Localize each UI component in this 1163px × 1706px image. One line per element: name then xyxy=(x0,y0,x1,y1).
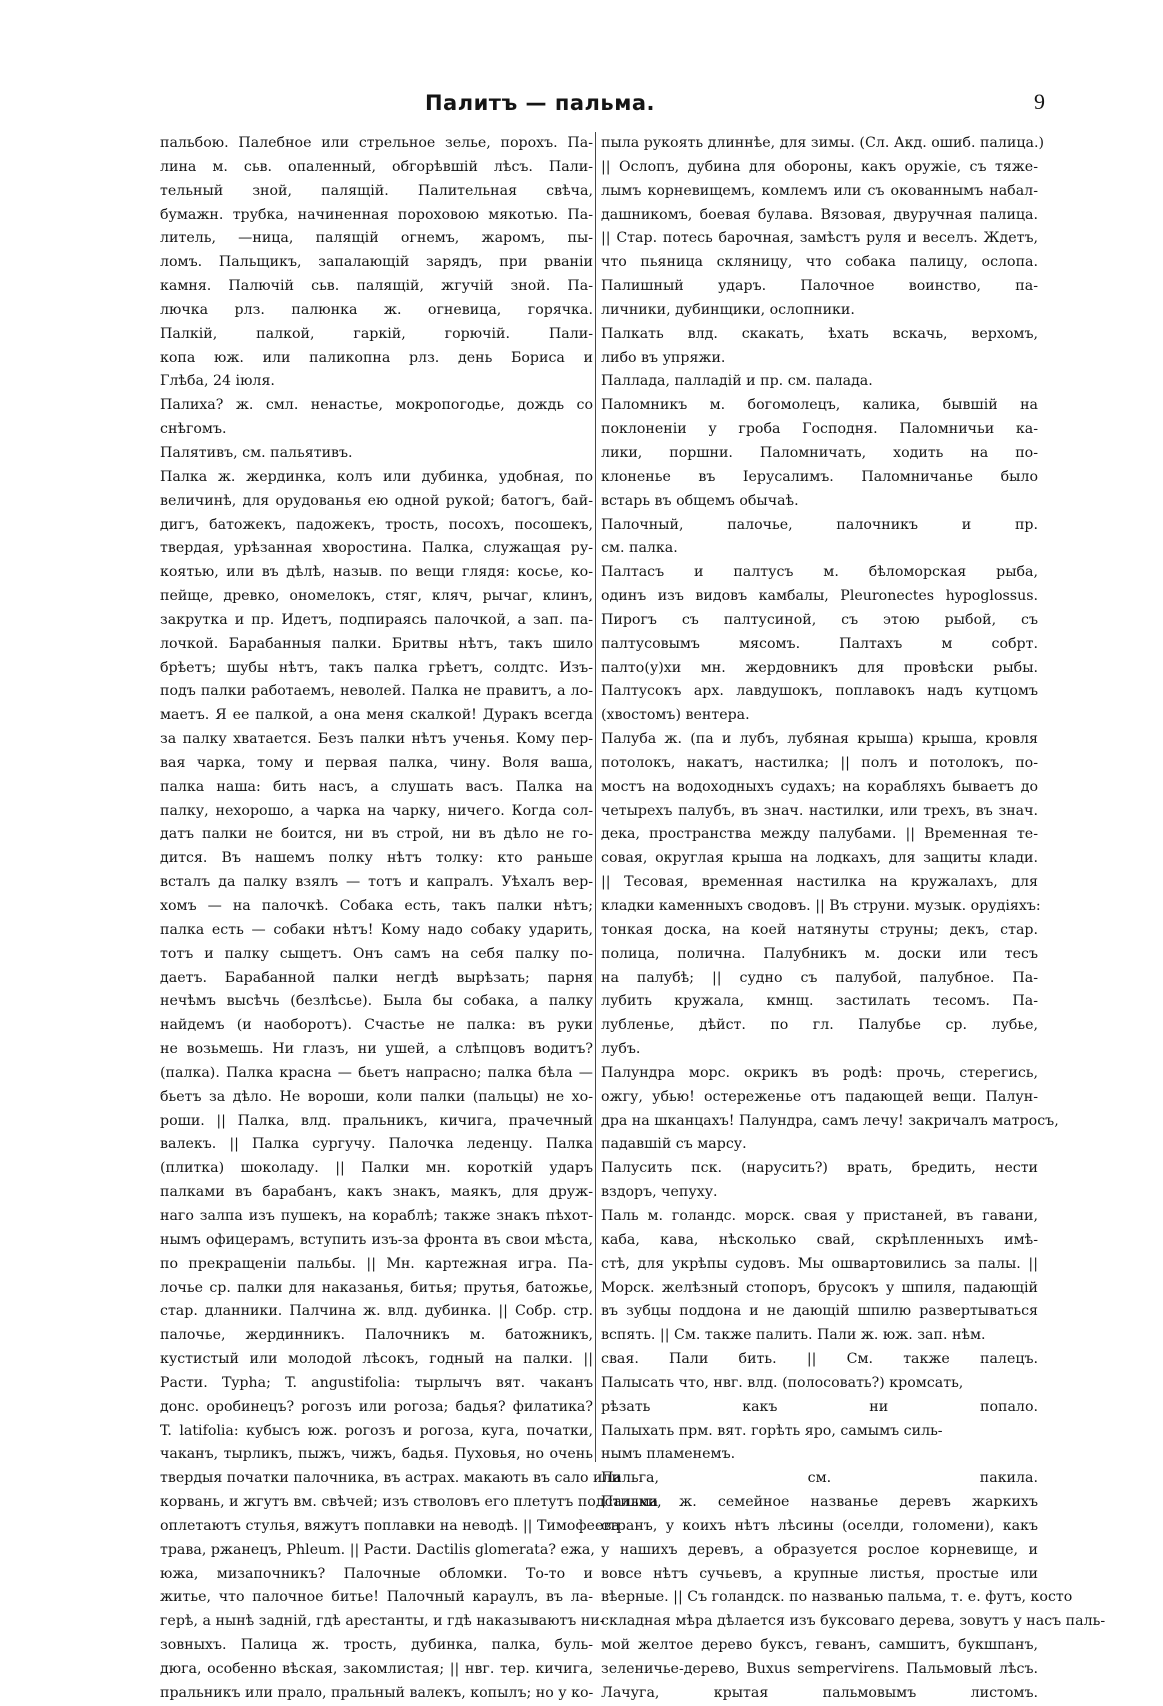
text-line: полица, полична. Палубникъ м. доски или тесъ xyxy=(601,945,1038,962)
text-line: вовсе нѣтъ сучьевъ, а крупные листья, простые или xyxy=(601,1565,1038,1582)
text-line: палто(у)хи мн. жердовникъ для провѣски рыбы. xyxy=(601,659,1038,676)
text-line: оплетаютъ стулья, вяжутъ поплавки на неводѣ. || Тимофеева xyxy=(160,1517,620,1534)
text-line: || Стар. потесь барочная, замѣстъ руля и веселъ. Ждетъ, xyxy=(601,230,1038,247)
text-line: литель, —ница, палящій огнемъ, жаромъ, пы- xyxy=(160,230,593,247)
text-line: Палятивъ, см. пальятивъ. xyxy=(160,444,353,461)
text-line: стѣ, для укрѣпы судовъ. Мы ошвартовились за палы. || xyxy=(601,1255,1038,1272)
text-line: || Ослопъ, дубина для обороны, какъ оружіе, съ тяже- xyxy=(601,158,1038,175)
text-line: Палуба ж. (па и лубъ, лубяная крыша) крыша, кровля xyxy=(601,731,1038,748)
text-line: палка наша: бить насъ, а слушать васъ. Палка на xyxy=(160,778,593,795)
text-line: лубъ. xyxy=(601,1041,641,1058)
text-line: житье, что палочное битье! Палочный караулъ, въ ла- xyxy=(160,1589,593,1606)
text-line: валекъ. || Палка сургучу. Палочка леденцу. Палка xyxy=(160,1136,593,1153)
text-line: мостъ на водоходныхъ судахъ; на корабляхъ бываетъ до xyxy=(601,778,1038,795)
text-line: личники, дубинщики, ослопники. xyxy=(601,301,855,318)
text-line: дра на шканцахъ! Палундра, самъ лечу! закричалъ матросъ, xyxy=(601,1112,1059,1129)
text-line: наго залпа изъ пушекъ, на кораблѣ; также знакъ пѣхот- xyxy=(160,1207,593,1224)
text-line: Палка ж. жердинка, колъ или дубинка, удобная, по xyxy=(160,468,593,485)
text-line: дигъ, батожекъ, падожекъ, трость, посохъ, посошекъ, xyxy=(160,516,593,533)
text-line: дека, пространства между палубами. || Временная те- xyxy=(601,826,1038,843)
text-line: камня. Палючій сьв. палящій, жгучій зной. Па- xyxy=(160,278,593,295)
text-line: падавшій съ марсу. xyxy=(601,1136,747,1153)
text-line: герѣ, а нынѣ задній, гдѣ арестанты, и гдѣ наказываютъ ни- xyxy=(160,1613,605,1630)
text-line: одинъ изъ видовъ камбалы, Pleuronectes hypoglossus. xyxy=(601,588,1038,605)
page-header xyxy=(160,91,1060,121)
text-line: складная мѣра дѣлается изъ буксоваго дерева, зовутъ у насъ паль- xyxy=(601,1613,1106,1630)
text-line: рѣзать какъ ни попало. xyxy=(601,1398,1038,1415)
text-line: Палысать что, нвг. влд. (полосовать?) кромсать, xyxy=(601,1374,964,1391)
text-line: Палишный ударъ. Палочное воинство, па- xyxy=(601,278,1038,295)
text-line: донс. оробинецъ? рогозъ или рогоза; бадья? филатика? xyxy=(160,1398,593,1415)
text-line: на палубѣ; || судно съ палубой, палубное. Па- xyxy=(601,969,1038,986)
text-line: Морск. желѣзный стопоръ, брусокъ у шпиля, падающій xyxy=(601,1279,1038,1296)
text-line: дится. Въ нашемъ полку нѣтъ толку: кто раньше xyxy=(160,850,593,867)
text-line: ожгу, убью! остереженье отъ падающей вещи. Палун- xyxy=(601,1088,1038,1105)
text-line: тотъ и палку сыщетъ. Онъ самъ на себя палку по- xyxy=(160,945,593,962)
text-line: стар. дланники. Палчина ж. влд. дубинка. || Собр. стр. xyxy=(160,1303,593,1320)
text-line: || Тесовая, временная настилка на кружалахъ, для xyxy=(601,874,1038,891)
text-line: у нашихъ деревъ, а образуется рослое корневище, и xyxy=(601,1541,1038,1558)
text-line: вѣерные. || Съ голандск. по названью пальма, т. е. футъ, косто xyxy=(601,1589,1073,1606)
text-line: ломъ. Пальщикъ, запалающій зарядъ, при рваніи xyxy=(160,254,593,271)
text-line: лочкой. Барабанныя палки. Бритвы нѣтъ, такъ шило xyxy=(160,635,593,652)
text-line: вспять. || См. также палить. Пали ж. юж. зап. нѣм. xyxy=(601,1327,986,1344)
text-line: по прекращеніи пальбы. || Мн. картежная игра. Па- xyxy=(160,1255,593,1272)
text-line: Пальга, см. пакила. xyxy=(601,1470,1038,1487)
text-line: клоненье въ Іерусалимъ. Паломничанье было xyxy=(601,468,1038,485)
text-line: Паль м. голандс. морск. свая у пристаней, въ гавани, xyxy=(601,1207,1038,1224)
text-line: палочье, жердинникъ. Палочникъ м. батожникъ, xyxy=(160,1327,593,1344)
text-line: Расти. Typha; T. angustifolia: тырлычъ вят. чаканъ xyxy=(160,1374,593,1391)
text-line: странъ, у коихъ нѣтъ лѣсины (оселди, голомени), какъ xyxy=(601,1517,1038,1534)
text-line: Лачуга, крытая пальмовымъ листомъ. xyxy=(601,1684,1038,1701)
text-line: корвань, и жгутъ вм. свѣчей; изъ стволовъ его плетутъ подстилки, xyxy=(160,1494,662,1511)
text-line: датъ палки не боится, ни въ строй, ни въ дѣло не го- xyxy=(160,826,593,843)
text-line: величинѣ, для орудованья ею одной рукой; батогъ, бай- xyxy=(160,492,593,509)
text-line: бумажн. трубка, начиненная пороховою мякотью. Па- xyxy=(160,206,593,223)
text-line: встарь въ общемъ обычаѣ. xyxy=(601,492,799,509)
text-line: брѣетъ; шубы нѣтъ, такъ палка грѣетъ, солдтс. Изъ- xyxy=(160,659,593,676)
text-line: лючка рлз. палюнка ж. огневица, горячка. xyxy=(160,301,593,318)
text-line: Палтасъ и палтусъ м. бѣломорская рыба, xyxy=(601,564,1038,581)
text-line: лубленье, дѣйст. по гл. Палубье ср. лубье, xyxy=(601,1017,1038,1034)
text-line: Глѣба, 24 іюля. xyxy=(160,373,275,390)
text-line: всталъ да палку взялъ — тотъ и капралъ. Уѣхалъ вер- xyxy=(160,874,593,891)
text-line: нымъ пламенемъ. xyxy=(601,1446,736,1463)
text-line: свая. Пали бить. || См. также палецъ. xyxy=(601,1351,1038,1368)
text-line: маетъ. Я ее палкой, а она меня скалкой! Дуракъ всегда xyxy=(160,707,593,724)
text-line: Палундра морс. окрикъ въ родѣ: прочь, стерегись, xyxy=(601,1064,1038,1081)
text-line: Паломникъ м. богомолецъ, калика, бывшій на xyxy=(601,397,1038,414)
text-line: Палкій, палкой, гаркій, горючій. Пали- xyxy=(160,325,593,342)
text-line: Пирогъ съ палтусиной, съ этою рыбой, съ xyxy=(601,611,1038,628)
right-column xyxy=(601,132,1106,1706)
text-line: нымъ офицерамъ, вступить изъ-за фронта въ свои мѣста, xyxy=(160,1231,593,1248)
text-line: закрутка и пр. Идетъ, подпираясь палочкой, а зап. па- xyxy=(160,611,593,628)
running-head: Палитъ — пальма. xyxy=(424,91,656,115)
text-line: южа, мизапочникъ? Палочные обломки. То-то и xyxy=(160,1565,593,1582)
text-line: копа юж. или паликопна рлз. день Бориса и xyxy=(160,349,593,366)
text-line: четырехъ палубъ, въ знач. настилки, или трехъ, въ знач. xyxy=(601,802,1038,819)
text-line: коятью, или въ дѣлѣ, назыв. по вещи глядя: косье, ко- xyxy=(160,564,593,581)
text-line: трава, ржанецъ, Phleum. || Расти. Dactilis glomerata? ежа, xyxy=(160,1541,595,1558)
text-line: найдемъ (и наоборотъ). Счастье не палка: въ руки xyxy=(160,1017,593,1034)
text-line: снѣгомъ. xyxy=(160,421,227,438)
text-line: подъ палки работаемъ, неволей. Палка не правитъ, а ло- xyxy=(160,683,593,700)
text-line: Палусить пск. (нарусить?) врать, бредить, нести xyxy=(601,1160,1038,1177)
text-line: Паллада, палладій и пр. см. палада. xyxy=(601,373,873,390)
column-divider xyxy=(595,132,596,1462)
text-line: Пальма ж. семейное названье деревъ жаркихъ xyxy=(601,1494,1038,1511)
text-line: Палыхать прм. вят. горѣть яро, самымъ силь- xyxy=(601,1422,943,1439)
text-line: поклоненіи у гроба Господня. Паломничьи ка- xyxy=(601,421,1038,438)
text-line: либо въ упряжи. xyxy=(601,349,726,366)
text-line: Палочный, палочье, палочникъ и пр. xyxy=(601,516,1038,533)
text-line: роши. || Палка, влд. пральникъ, кичига, прачечный xyxy=(160,1112,593,1129)
text-line: что пьяница скляницу, что собака палицу, ослопа. xyxy=(601,254,1038,271)
text-line: кладки каменныхъ сводовъ. || Въ струни. музык. орудіяхъ: xyxy=(601,898,1041,914)
text-line: мой желтое дерево буксъ, геванъ, самшитъ, букшпанъ, xyxy=(601,1637,1038,1654)
text-line: палтусовымъ мясомъ. Палтахъ м собрт. xyxy=(601,635,1038,652)
text-line: лики, поршни. Паломничать, ходить на по- xyxy=(601,444,1038,461)
text-line: лубить кружала, кмнщ. застилать тесомъ. Па- xyxy=(601,993,1038,1010)
text-line: совая, округлая крыша на лодкахъ, для защиты клади. xyxy=(601,850,1038,867)
text-line: кустистый или молодой лѣсокъ, годный на палки. || xyxy=(160,1351,593,1368)
text-line: (хвостомъ) вентера. xyxy=(601,707,750,724)
text-line: тельный зной, палящій. Палительная свѣча, xyxy=(160,182,593,199)
text-line: палку, нехорошо, а чарка на чарку, ничего. Когда сол- xyxy=(160,802,593,819)
text-line: твердая, урѣзанная хворостина. Палка, служащая ру- xyxy=(160,540,593,557)
text-line: лымъ корневищемъ, комлемъ или съ окованнымъ набал- xyxy=(601,182,1038,199)
text-line: Палтусокъ арх. лавдушокъ, поплавокъ надъ кутцомъ xyxy=(601,683,1038,700)
text-line: Палиха? ж. смл. ненастье, мокропогодье, дождь со xyxy=(160,397,593,414)
text-line: вая чарка, тому и первая палка, чину. Воля ваша, xyxy=(160,754,593,771)
page-number: 9 xyxy=(1034,89,1045,114)
text-line: пральникъ или прало, пральный валекъ, копылъ; но у ко- xyxy=(160,1684,594,1701)
text-line: твердыя початки палочника, въ астрах. макають въ сало или xyxy=(160,1470,621,1487)
text-line: тонкая доска, на коей натянуты струны; декъ, стар. xyxy=(601,921,1038,938)
text-line: хомъ — на палочкѣ. Собака есть, такъ палки нѣтъ; xyxy=(160,898,593,914)
text-line: палками въ барабанъ, какъ знакъ, маякъ, для друж- xyxy=(160,1184,593,1201)
text-line: чаканъ, тырликъ, пыжъ, чижъ, бадья. Пуховья, но очень xyxy=(160,1446,593,1463)
text-line: пейще, древко, ономелокъ, стяг, кляч, рычаг, клинъ, xyxy=(160,588,593,605)
text-line: пальбою. Палебное или стрельное зелье, порохъ. Па- xyxy=(160,135,593,151)
text-line: въ зубцы поддона и не дающій шпилю развертываться xyxy=(601,1303,1038,1320)
text-line: не возьмешь. Ни глазъ, ни ушей, а слѣпцовъ водитъ? xyxy=(160,1041,593,1058)
text-line: нечѣмъ высѣчь (безлѣсье). Была бы собака, а палку xyxy=(160,993,593,1010)
text-line: зеленичье-дерево, Buxus sempervirens. Пальмовый лѣсъ. xyxy=(601,1661,1038,1677)
text-line: Палкать влд. скакать, ѣхать вскачь, верхомъ, xyxy=(601,325,1038,342)
text-line: лочье ср. палки для наказанья, битья; прутья, батожье, xyxy=(160,1279,593,1296)
text-line: за палку хватается. Безъ палки нѣтъ ученья. Кому пер- xyxy=(160,731,593,748)
text-line: каба, кава, нѣсколько свай, скрѣпленныхъ имѣ- xyxy=(601,1231,1038,1248)
text-line: (плитка) шоколаду. || Палки мн. короткій ударъ xyxy=(160,1160,593,1177)
text-line: лина м. сьв. опаленный, обгорѣвшій лѣсъ. Пали- xyxy=(160,158,593,175)
text-line: вздоръ, чепуху. xyxy=(601,1184,718,1201)
text-line: бьетъ за дѣло. Не вороши, коли палки (пальцы) не хо- xyxy=(160,1088,593,1105)
text-line: потолокъ, накатъ, настилка; || полъ и потолокъ, по- xyxy=(601,754,1038,771)
text-line: дашникомъ, боевая булава. Вязовая, двуручная палица. xyxy=(601,206,1038,223)
text-line: палка есть — собаки нѣтъ! Кому надо собаку ударить, xyxy=(160,921,593,938)
text-line: зовныхъ. Палица ж. трость, дубинка, палка, буль- xyxy=(160,1637,593,1654)
text-line: (палка). Палка красна — бьетъ напрасно; палка бѣла — xyxy=(160,1064,593,1081)
text-line: T. latifolia: кубысъ юж. рогозъ и рогоза, куга, початки, xyxy=(160,1422,593,1439)
text-line: дюга, особенно вѣская, закомлистая; || нвг. тер. кичига, xyxy=(160,1661,593,1677)
text-line: см. палка. xyxy=(601,540,678,557)
text-line: пыла рукоять длиннѣе, для зимы. (Сл. Акд. ошиб. палица.) xyxy=(601,135,1044,151)
text-line: даетъ. Барабанной палки негдѣ вырѣзать; парня xyxy=(160,969,593,986)
